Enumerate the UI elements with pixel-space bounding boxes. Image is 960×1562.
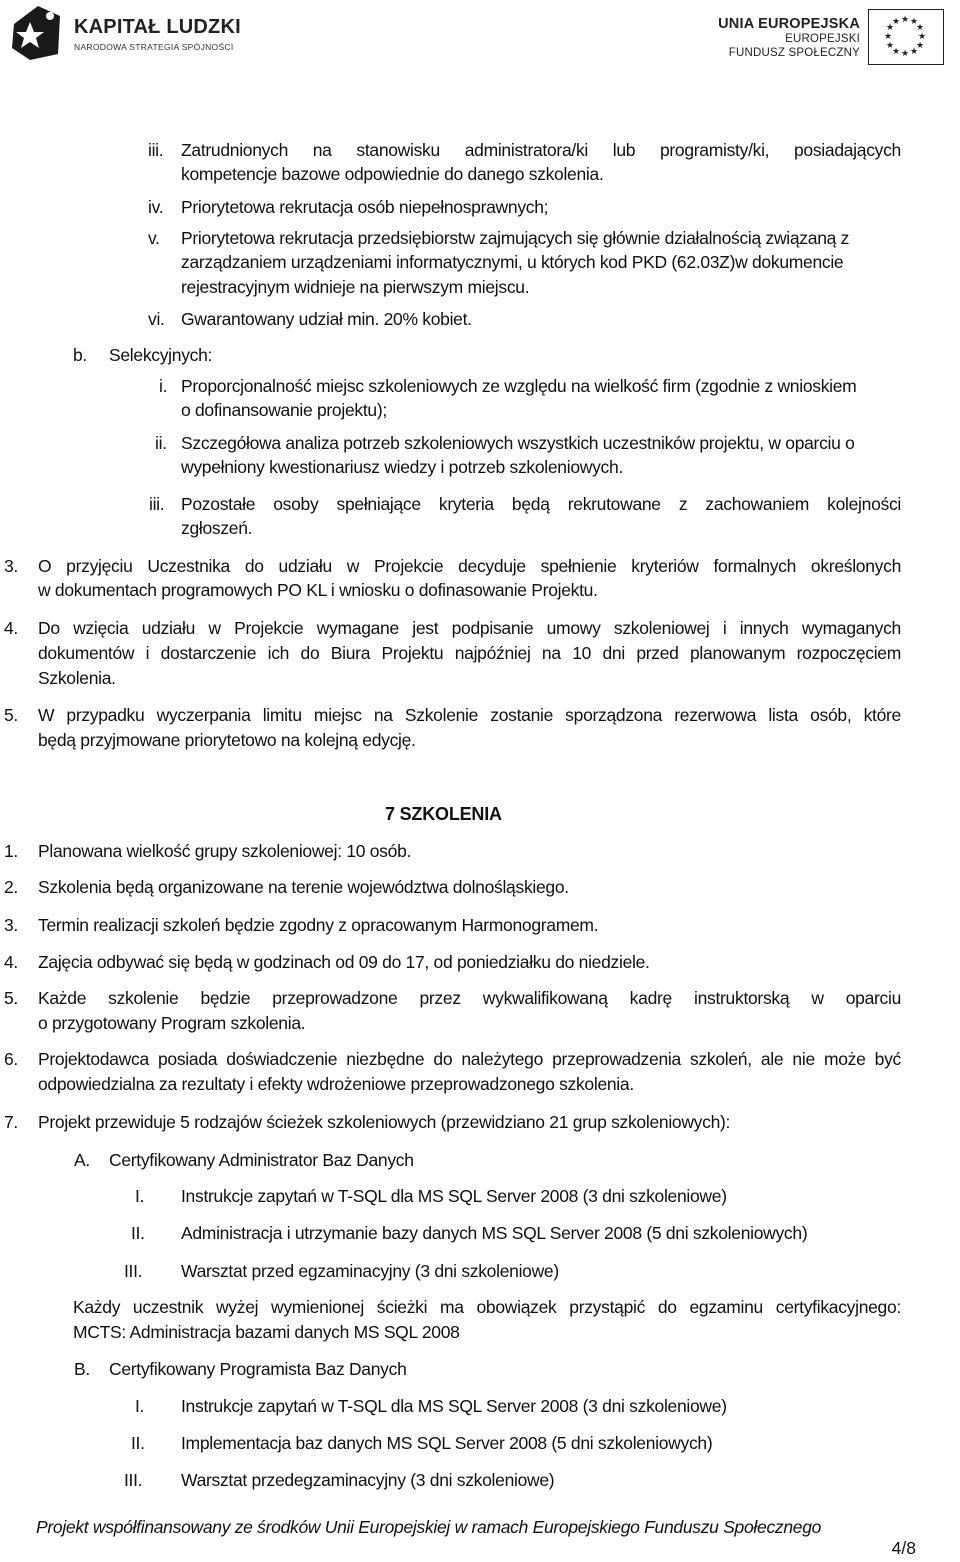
list-item-text: Proporcjonalność miejsc szkoleniowych ze względu na wielkość firm (zgodnie z wnioskiem (181, 376, 857, 396)
svg-text:★: ★ (917, 32, 927, 42)
path-title: Certyfikowany Programista Baz Danych (109, 1359, 407, 1379)
svg-text:★: ★ (909, 17, 919, 27)
point-text: Planowana wielkość grupy szkoleniowej: 10 osób. (38, 841, 412, 861)
list-item-text: Zatrudnionych na stanowisku administratora/ki lub programisty/ki, posiadających (181, 140, 901, 160)
point-text: będą przyjmowane priorytetowo na kolejną edycję. (38, 730, 416, 750)
point-num: 1. (4, 841, 18, 861)
point-text: o przygotowany Program szkolenia. (38, 1013, 306, 1033)
section-heading: 7 SZKOLENIA (385, 804, 502, 824)
point-text: dokumentów i dostarczenie ich do Biura Projektu najpóźniej na 10 dni przed planowanym rozpoczęciem (38, 643, 901, 663)
list-num: v. (148, 228, 160, 248)
path-item-num: I. (135, 1396, 145, 1416)
svg-text:★: ★ (885, 41, 895, 51)
path-item-num: II. (131, 1223, 145, 1243)
path-item-num: III. (124, 1470, 143, 1490)
list-item-text: kompetencje bazowe odpowiednie do danego szkolenia. (181, 164, 604, 184)
point-text: O przyjęciu Uczestnika do udziału w Projekcie decyduje spełnienie kryteriów formalnych określonych (38, 556, 901, 576)
page-number: 4/8 (891, 1538, 916, 1558)
path-note: MCTS: Administracja bazami danych MS SQL 2008 (73, 1322, 460, 1342)
path-item-num: I. (135, 1186, 145, 1206)
kapital-ludzki-logo (8, 2, 248, 62)
point-num: 5. (4, 705, 18, 725)
svg-text:★: ★ (891, 47, 901, 57)
list-num: iv. (148, 197, 164, 217)
point-text: Zajęcia odbywać się będą w godzinach od 09 do 17, od poniedziałku do niedziele. (38, 952, 650, 972)
point-text: Do wzięcia udziału w Projekcie wymagane jest podpisanie umowy szkoleniowej i innych wymaganych (38, 618, 901, 638)
point-text: Termin realizacji szkoleń będzie zgodny z opracowanym Harmonogramem. (38, 915, 599, 935)
eu-logo-line2: FUNDUSZ SPOŁECZNY (728, 47, 860, 59)
point-num: 4. (4, 618, 18, 638)
point-num: 3. (4, 556, 18, 576)
path-item-text: Instrukcje zapytań w T-SQL dla MS SQL Server 2008 (3 dni szkoleniowe) (181, 1186, 727, 1206)
svg-text:★: ★ (909, 47, 919, 57)
list-item-text: Priorytetowa rekrutacja przedsiębiorstw zajmujących się głównie działalnością związaną z (181, 228, 850, 248)
list-item-text: o dofinansowanie projektu); (181, 400, 387, 420)
svg-text:★: ★ (891, 17, 901, 27)
eu-logo-line1: EUROPEJSKI (785, 33, 860, 45)
point-num: 5. (4, 988, 18, 1008)
list-num: iii. (148, 140, 164, 160)
point-text: Projektodawca posiada doświadczenie niezbędne do należytego przeprowadzenia szkoleń, ale nie może być (38, 1049, 901, 1069)
list-item-text: Szczegółowa analiza potrzeb szkoleniowych wszystkich uczestników projektu, w oparciu o (181, 433, 855, 453)
eu-flag (868, 9, 944, 65)
list-item-text: Priorytetowa rekrutacja osób niepełnosprawnych; (181, 197, 549, 217)
list-item-text: rejestracyjnym widnieje na pierwszym miejscu. (181, 277, 530, 297)
point-text: Projekt przewiduje 5 rodzajów ścieżek szkoleniowych (przewidziano 21 grup szkoleniowych): (38, 1112, 731, 1132)
list-num: vi. (148, 309, 165, 329)
eu-logo-title: UNIA EUROPEJSKA (718, 16, 860, 32)
eu-stars-icon (869, 10, 941, 62)
list-num: ii. (155, 433, 167, 453)
point-num: 4. (4, 952, 18, 972)
point-num: 2. (4, 877, 18, 897)
kapital-ludzki-emblem-icon (8, 2, 64, 62)
point-num: 7. (4, 1112, 18, 1132)
path-label: B. (74, 1359, 90, 1379)
list-item-text: Gwarantowany udział min. 20% kobiet. (181, 309, 472, 329)
path-item-text: Implementacja baz danych MS SQL Server 2008 (5 dni szkoleniowych) (181, 1433, 713, 1453)
list-item-text: Pozostałe osoby spełniające kryteria będą rekrutowane z zachowaniem kolejności (181, 494, 901, 514)
point-num: 3. (4, 915, 18, 935)
point-text: Szkolenia będą organizowane na terenie województwa dolnośląskiego. (38, 877, 569, 897)
path-item-num: II. (131, 1433, 145, 1453)
path-item-text: Warsztat przedegzaminacyjny (3 dni szkoleniowe) (181, 1470, 555, 1490)
path-item-text: Instrukcje zapytań w T-SQL dla MS SQL Server 2008 (3 dni szkoleniowe) (181, 1396, 727, 1416)
point-text: w dokumentach programowych PO KL i wniosku o dofinasowanie Projektu. (38, 580, 598, 600)
point-text: Każde szkolenie będzie przeprowadzone przez wykwalifikowaną kadrę instruktorską w oparciu (38, 988, 901, 1008)
svg-text:★: ★ (915, 41, 925, 51)
svg-text:★: ★ (883, 32, 893, 42)
point-num: 6. (4, 1049, 18, 1069)
path-note: Każdy uczestnik wyżej wymienionej ścieżki ma obowiązek przystąpić do egzaminu certyfikacyjnego: (73, 1297, 901, 1317)
point-text: Szkolenia. (38, 668, 116, 688)
path-title: Certyfikowany Administrator Baz Danych (109, 1150, 414, 1170)
path-item-text: Warsztat przed egzaminacyjny (3 dni szkoleniowe) (181, 1261, 559, 1281)
svg-text:★: ★ (885, 23, 895, 33)
list-item-text: zgłoszeń. (181, 518, 253, 538)
list-num: i. (159, 376, 168, 396)
path-label: A. (74, 1150, 90, 1170)
logo-title: KAPITAŁ LUDZKI (74, 16, 241, 38)
eu-logo-text (718, 16, 860, 60)
path-item-num: III. (124, 1261, 143, 1281)
svg-text:★: ★ (900, 49, 910, 59)
list-item-text: wypełniony kwestionariusz wiedzy i potrzeb szkoleniowych. (181, 457, 623, 477)
list-title: Selekcyjnych: (109, 345, 213, 365)
point-text: odpowiedzialna za rezultaty i efekty wdrożeniowe przeprowadzonego szkolenia. (38, 1074, 634, 1094)
list-item-text: zarządzaniem urządzeniami informatycznymi, u których kod PKD (62.03Z)w dokumencie (181, 252, 844, 272)
svg-text:★: ★ (900, 15, 910, 25)
path-item-text: Administracja i utrzymanie bazy danych MS SQL Server 2008 (5 dni szkoleniowych) (181, 1223, 808, 1243)
logo-subtitle: NARODOWA STRATEGIA SPÓJNOŚCI (74, 42, 234, 52)
footer-text: Projekt współfinansowany ze środków Unii Europejskiej w ramach Europejskiego Funduszu Społecznego (36, 1517, 822, 1537)
list-num: iii. (149, 494, 165, 514)
list-label: b. (73, 345, 87, 365)
point-text: W przypadku wyczerpania limitu miejsc na Szkolenie zostanie sporządzona rezerwowa lista osób, które (38, 705, 901, 725)
svg-text:★: ★ (915, 23, 925, 33)
